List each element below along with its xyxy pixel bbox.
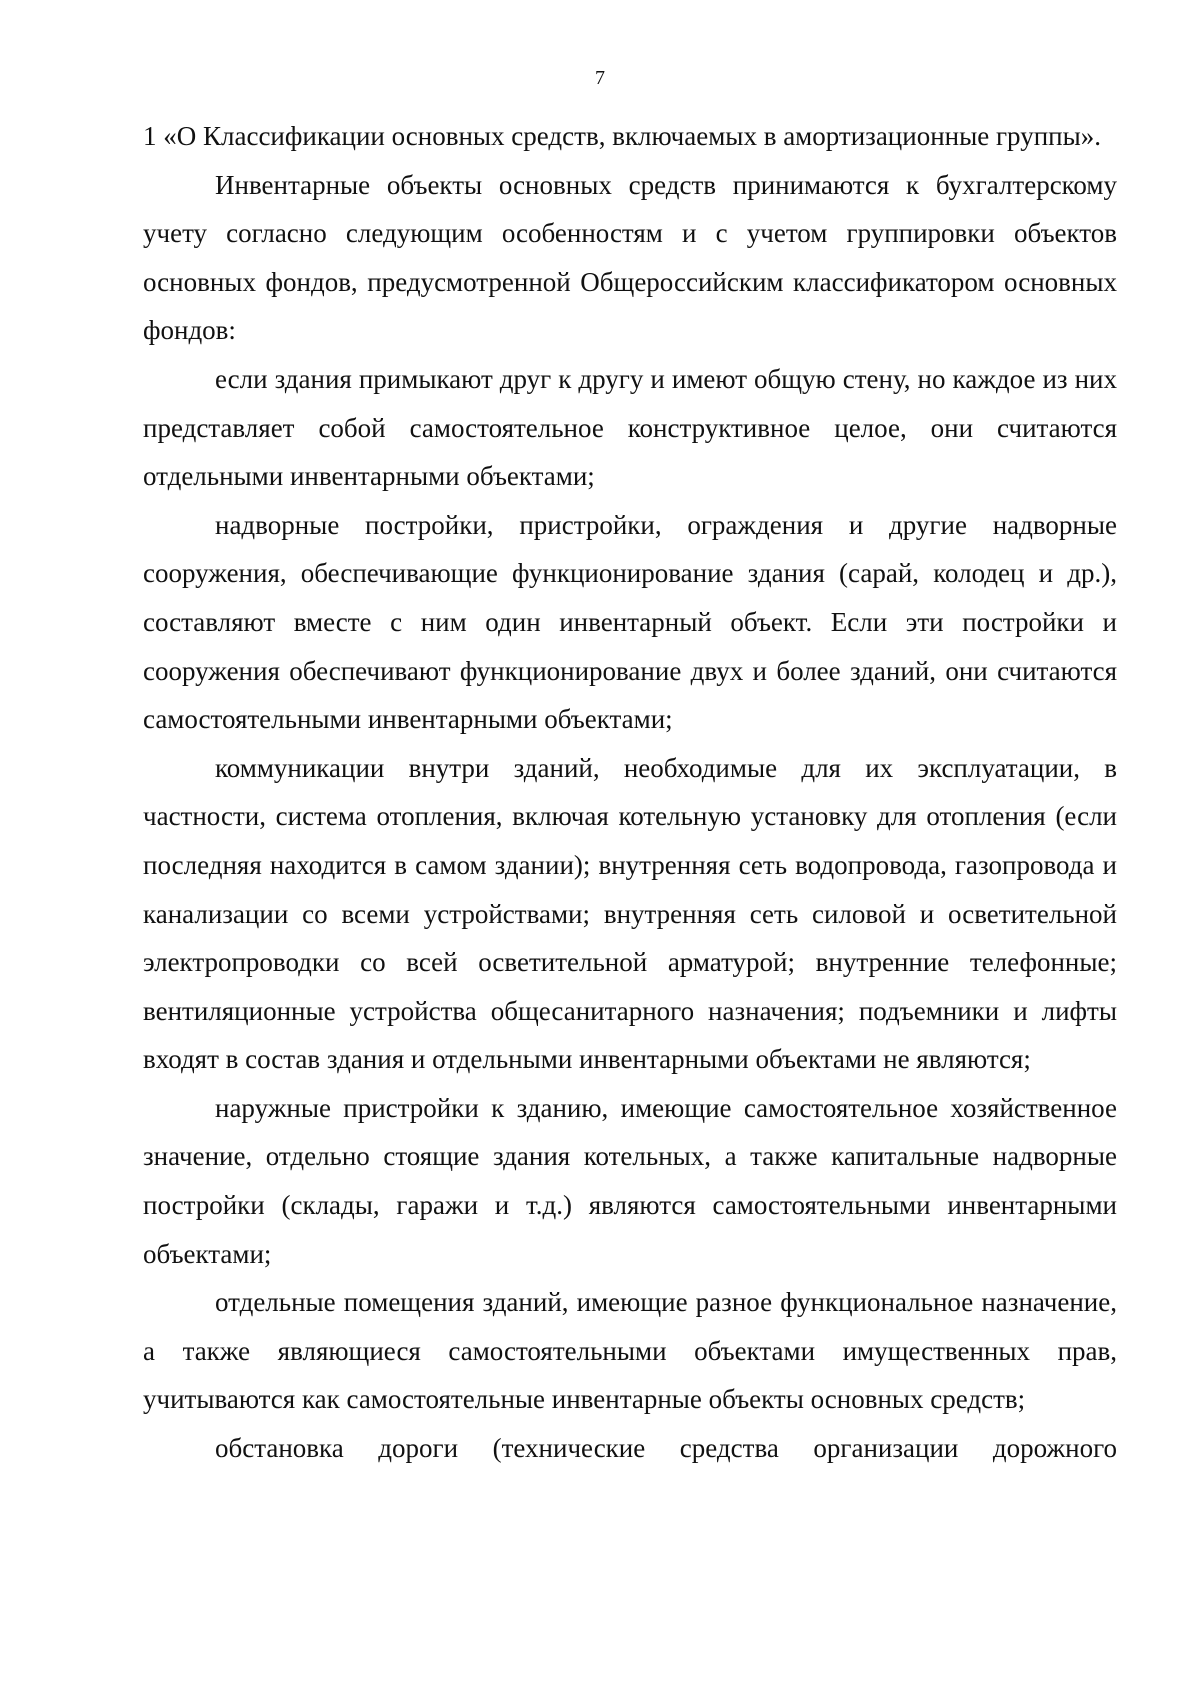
page-number: 7 (595, 67, 605, 89)
paragraph-internal-communications: коммуникации внутри зданий, необходимые для их эксплуатации, в частности, система отопления, включая котельную установку для отопления (если последняя находится в самом здании); внутренняя сеть водопровода, газопровода и канализации со всеми устройствами; внутренняя сеть силовой и осветительной электропроводки со всей осветительной арматурой; внутренние телефонные; вентиляционные устройства общесанитарного назначения; подъемники и лифты входят в состав здания и отдельными инвентарными объектами не являются; (143, 752, 1117, 1075)
paragraph-separate-premises: отдельные помещения зданий, имеющие разное функциональное назначение, а также являющиеся самостоятельными объектами имущественных прав, учитываются как самостоятельные инвентарные объекты основных средств; (143, 1287, 1117, 1415)
paragraph-road-furniture: обстановка дороги (технические средства организации дорожного (215, 1433, 1117, 1464)
paragraph-external-extensions: наружные пристройки к зданию, имеющие самостоятельное хозяйственное значение, отдельно стоящие здания котельных, а также капитальные надворные постройки (склады, гаражи и т.д.) являются самостоятельными инвентарными объектами; (143, 1092, 1117, 1269)
paragraph-inventory-objects-intro: Инвентарные объекты основных средств принимаются к бухгалтерскому учету согласно следующим особенностям и с учетом группировки объектов основных фондов, предусмотренной Общероссийским классификатором основных фондов: (143, 169, 1117, 346)
paragraph-outbuildings: надворные постройки, пристройки, ограждения и другие надворные сооружения, обеспечивающие функционирование здания (сарай, колодец и др.), составляют вместе с ним один инвентарный объект. Если эти постройки и сооружения обеспечивают функционирование двух и более зданий, они считаются самостоятельными инвентарными объектами; (143, 509, 1117, 735)
paragraph-adjacent-buildings: если здания примыкают друг к другу и имеют общую стену, но каждое из них представляет собой самостоятельное конструктивное целое, они считаются отдельными инвентарными объектами; (143, 363, 1117, 492)
body-text (143, 112, 1117, 1473)
paragraph-classification-reference: 1 «О Классификации основных средств, включаемых в амортизационные группы». (143, 121, 1101, 151)
